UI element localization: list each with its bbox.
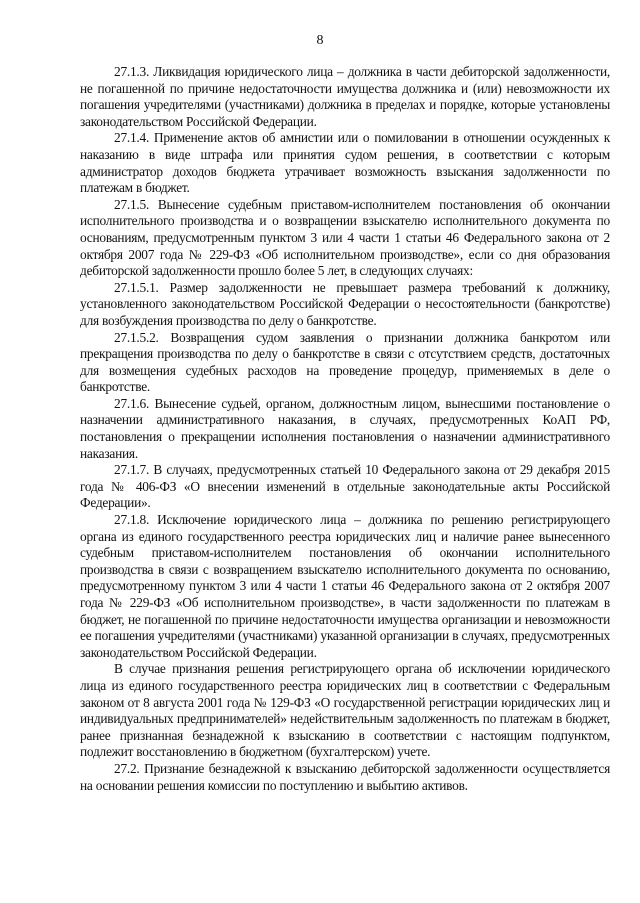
paragraph-27-1-8: 27.1.8. Исключение юридического лица – должника по решению регистрирующего органа из единого государственного реестра юридических лиц и наличие ранее вынесенного судебным приставом-исполнителем постановления об окончании исполнительного производства в связи с возвращением взыскателю исполнительного документа по основанию, предусмотренному пунктом 3 или 4 части 1 статьи 46 Федерального закона от 2 октября 2007 года № 229-ФЗ «Об исполнительном производстве», в части задолженности по платежам в бюджет, не погашенной по причине недостаточности имущества организации и невозможности ее погашения учредителями (участниками) указанной организации в случаях, предусмотренных законодательством Российской Федерации.: [80, 512, 610, 660]
paragraph-27-1-5-1: 27.1.5.1. Размер задолженности не превышает размера требований к должнику, установленного законодательством Российской Федерации о несостоятельности (банкротстве) для возбуждения производства по делу о банкротстве.: [80, 279, 610, 328]
paragraph-27-1-7: 27.1.7. В случаях, предусмотренных статьей 10 Федерального закона от 29 декабря 2015 года № 406-ФЗ «О внесении изменений в отдельные законодательные акты Российской Федерации».: [80, 462, 610, 511]
paragraph-27-1-5-2: 27.1.5.2. Возвращения судом заявления о признании должника банкротом или прекращения производства по делу о банкротстве в связи с отсутствием средств, достаточных для возмещения судебных расходов на проведение процедур, применяемых в деле о банкротстве.: [80, 329, 610, 395]
paragraph-27-1-6: 27.1.6. Вынесение судьей, органом, должностным лицом, вынесшими постановление о назначении административного наказания, в случаях, предусмотренных КоАП РФ, постановления о прекращении исполнения постановления о назначении административного наказания.: [80, 395, 610, 461]
paragraph-27-1-4: 27.1.4. Применение актов об амнистии или о помиловании в отношении осужденных к наказанию в виде штрафа или принятия судом решения, в соответствии с которым администратор доходов бюджета утрачивает возможность взыскания задолженности по платежам в бюджет.: [80, 130, 610, 196]
page-number: 8: [316, 33, 324, 48]
paragraph-restoration-note: В случае признания решения регистрирующего органа об исключении юридического лица из единого государственного реестра юридических лиц в соответствии с Федеральным законом от 8 августа 2001 года № 129-ФЗ «О государственной регистрации юридических лиц и индивидуальных предпринимателей» недействительным задолженность по платежам в бюджет, ранее признанная безнадежной к взысканию в соответствии с настоящим подпунктом, подлежит восстановлению в бюджетном (бухгалтерском) учете.: [80, 661, 610, 760]
paragraph-27-1-3: 27.1.3. Ликвидация юридического лица – должника в части дебиторской задолженности, не погашенной по причине недостаточности имущества должника и (или) невозможности их погашения учредителями (участниками) должника в пределах и порядке, которые установлены законодательством Российской Федерации.: [80, 64, 610, 129]
paragraph-27-2: 27.2. Признание безнадежной к взысканию дебиторской задолженности осуществляется на основании решения комиссии по поступлению и выбытию активов.: [80, 760, 610, 793]
paragraph-27-1-5: 27.1.5. Вынесение судебным приставом-исполнителем постановления об окончании исполнительного производства и о возвращении взыскателю исполнительного документа по основаниям, предусмотренным пунктом 3 или 4 части 1 статьи 46 Федерального закона от 2 октября 2007 года № 229-ФЗ «Об исполнительном производстве», если со дня образования дебиторской задолженности прошло более 5 лет, в следующих случаях:: [80, 196, 610, 279]
document-body: [80, 64, 610, 794]
